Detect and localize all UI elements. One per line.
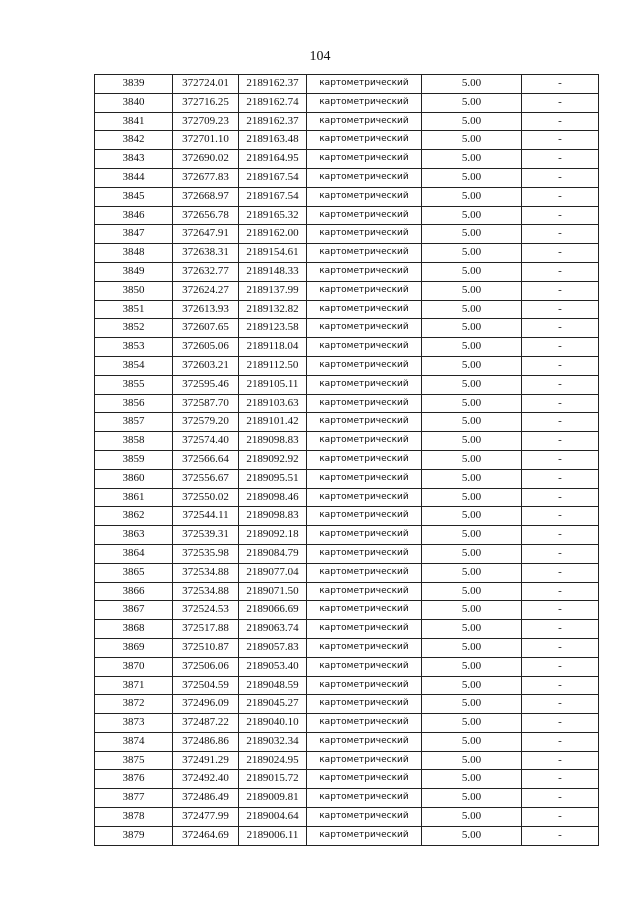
coordinates-table	[94, 74, 599, 846]
table-row	[95, 601, 599, 620]
point-number-cell: 3861	[95, 488, 173, 507]
method-cell: картометрический	[307, 563, 422, 582]
point-number-cell: 3871	[95, 676, 173, 695]
point-number-cell: 3845	[95, 187, 173, 206]
method-cell: картометрический	[307, 319, 422, 338]
point-number-cell: 3876	[95, 770, 173, 789]
table-row	[95, 244, 599, 263]
description-cell: -	[522, 789, 599, 808]
x-coordinate-cell: 372506.06	[173, 657, 239, 676]
point-number-cell: 3841	[95, 112, 173, 131]
precision-cell: 5.00	[422, 281, 522, 300]
x-coordinate-cell: 372556.67	[173, 469, 239, 488]
description-cell: -	[522, 657, 599, 676]
description-cell: -	[522, 488, 599, 507]
point-number-cell: 3863	[95, 526, 173, 545]
method-cell: картометрический	[307, 300, 422, 319]
y-coordinate-cell: 2189105.11	[239, 375, 307, 394]
y-coordinate-cell: 2189154.61	[239, 244, 307, 263]
table-row	[95, 319, 599, 338]
table-row	[95, 526, 599, 545]
x-coordinate-cell: 372595.46	[173, 375, 239, 394]
coordinates-table-body	[95, 75, 599, 846]
table-row	[95, 300, 599, 319]
method-cell: картометрический	[307, 695, 422, 714]
x-coordinate-cell: 372566.64	[173, 450, 239, 469]
y-coordinate-cell: 2189118.04	[239, 338, 307, 357]
method-cell: картометрический	[307, 112, 422, 131]
method-cell: картометрический	[307, 432, 422, 451]
precision-cell: 5.00	[422, 168, 522, 187]
point-number-cell: 3869	[95, 638, 173, 657]
y-coordinate-cell: 2189009.81	[239, 789, 307, 808]
table-row	[95, 262, 599, 281]
point-number-cell: 3850	[95, 281, 173, 300]
description-cell: -	[522, 808, 599, 827]
x-coordinate-cell: 372638.31	[173, 244, 239, 263]
method-cell: картометрический	[307, 225, 422, 244]
point-number-cell: 3864	[95, 544, 173, 563]
precision-cell: 5.00	[422, 375, 522, 394]
x-coordinate-cell: 372534.88	[173, 563, 239, 582]
description-cell: -	[522, 206, 599, 225]
point-number-cell: 3856	[95, 394, 173, 413]
x-coordinate-cell: 372677.83	[173, 168, 239, 187]
x-coordinate-cell: 372477.99	[173, 808, 239, 827]
method-cell: картометрический	[307, 620, 422, 639]
x-coordinate-cell: 372504.59	[173, 676, 239, 695]
precision-cell: 5.00	[422, 582, 522, 601]
y-coordinate-cell: 2189098.83	[239, 432, 307, 451]
point-number-cell: 3875	[95, 751, 173, 770]
point-number-cell: 3874	[95, 732, 173, 751]
x-coordinate-cell: 372632.77	[173, 262, 239, 281]
x-coordinate-cell: 372613.93	[173, 300, 239, 319]
x-coordinate-cell: 372709.23	[173, 112, 239, 131]
point-number-cell: 3855	[95, 375, 173, 394]
description-cell: -	[522, 394, 599, 413]
description-cell: -	[522, 112, 599, 131]
y-coordinate-cell: 2189048.59	[239, 676, 307, 695]
method-cell: картометрический	[307, 469, 422, 488]
description-cell: -	[522, 150, 599, 169]
y-coordinate-cell: 2189167.54	[239, 187, 307, 206]
y-coordinate-cell: 2189040.10	[239, 714, 307, 733]
table-row	[95, 150, 599, 169]
x-coordinate-cell: 372579.20	[173, 413, 239, 432]
x-coordinate-cell: 372724.01	[173, 75, 239, 94]
method-cell: картометрический	[307, 338, 422, 357]
method-cell: картометрический	[307, 507, 422, 526]
description-cell: -	[522, 770, 599, 789]
point-number-cell: 3866	[95, 582, 173, 601]
y-coordinate-cell: 2189092.92	[239, 450, 307, 469]
description-cell: -	[522, 620, 599, 639]
x-coordinate-cell: 372716.25	[173, 93, 239, 112]
method-cell: картометрический	[307, 601, 422, 620]
method-cell: картометрический	[307, 789, 422, 808]
method-cell: картометрический	[307, 488, 422, 507]
point-number-cell: 3839	[95, 75, 173, 94]
x-coordinate-cell: 372534.88	[173, 582, 239, 601]
x-coordinate-cell: 372647.91	[173, 225, 239, 244]
description-cell: -	[522, 450, 599, 469]
x-coordinate-cell: 372587.70	[173, 394, 239, 413]
method-cell: картометрический	[307, 638, 422, 657]
table-row	[95, 394, 599, 413]
y-coordinate-cell: 2189162.37	[239, 75, 307, 94]
precision-cell: 5.00	[422, 808, 522, 827]
precision-cell: 5.00	[422, 432, 522, 451]
y-coordinate-cell: 2189095.51	[239, 469, 307, 488]
point-number-cell: 3846	[95, 206, 173, 225]
y-coordinate-cell: 2189112.50	[239, 356, 307, 375]
description-cell: -	[522, 262, 599, 281]
precision-cell: 5.00	[422, 676, 522, 695]
description-cell: -	[522, 563, 599, 582]
description-cell: -	[522, 714, 599, 733]
method-cell: картометрический	[307, 187, 422, 206]
table-row	[95, 225, 599, 244]
point-number-cell: 3873	[95, 714, 173, 733]
precision-cell: 5.00	[422, 150, 522, 169]
precision-cell: 5.00	[422, 638, 522, 657]
precision-cell: 5.00	[422, 544, 522, 563]
method-cell: картометрический	[307, 356, 422, 375]
description-cell: -	[522, 168, 599, 187]
description-cell: -	[522, 300, 599, 319]
method-cell: картометрический	[307, 826, 422, 845]
y-coordinate-cell: 2189101.42	[239, 413, 307, 432]
table-row	[95, 338, 599, 357]
method-cell: картометрический	[307, 770, 422, 789]
point-number-cell: 3859	[95, 450, 173, 469]
method-cell: картометрический	[307, 375, 422, 394]
y-coordinate-cell: 2189162.00	[239, 225, 307, 244]
precision-cell: 5.00	[422, 394, 522, 413]
method-cell: картометрический	[307, 582, 422, 601]
point-number-cell: 3842	[95, 131, 173, 150]
description-cell: -	[522, 582, 599, 601]
point-number-cell: 3840	[95, 93, 173, 112]
table-row	[95, 563, 599, 582]
description-cell: -	[522, 281, 599, 300]
precision-cell: 5.00	[422, 507, 522, 526]
x-coordinate-cell: 372491.29	[173, 751, 239, 770]
method-cell: картометрический	[307, 413, 422, 432]
y-coordinate-cell: 2189163.48	[239, 131, 307, 150]
precision-cell: 5.00	[422, 319, 522, 338]
y-coordinate-cell: 2189077.04	[239, 563, 307, 582]
table-row	[95, 808, 599, 827]
x-coordinate-cell: 372486.49	[173, 789, 239, 808]
table-row	[95, 93, 599, 112]
precision-cell: 5.00	[422, 413, 522, 432]
method-cell: картометрический	[307, 168, 422, 187]
table-row	[95, 544, 599, 563]
description-cell: -	[522, 732, 599, 751]
description-cell: -	[522, 695, 599, 714]
x-coordinate-cell: 372487.22	[173, 714, 239, 733]
point-number-cell: 3854	[95, 356, 173, 375]
table-row	[95, 770, 599, 789]
y-coordinate-cell: 2189015.72	[239, 770, 307, 789]
y-coordinate-cell: 2189006.11	[239, 826, 307, 845]
precision-cell: 5.00	[422, 93, 522, 112]
description-cell: -	[522, 507, 599, 526]
x-coordinate-cell: 372624.27	[173, 281, 239, 300]
x-coordinate-cell: 372496.09	[173, 695, 239, 714]
table-row	[95, 356, 599, 375]
y-coordinate-cell: 2189162.74	[239, 93, 307, 112]
y-coordinate-cell: 2189053.40	[239, 657, 307, 676]
table-row	[95, 75, 599, 94]
table-row	[95, 281, 599, 300]
description-cell: -	[522, 338, 599, 357]
point-number-cell: 3852	[95, 319, 173, 338]
precision-cell: 5.00	[422, 732, 522, 751]
method-cell: картометрический	[307, 751, 422, 770]
point-number-cell: 3862	[95, 507, 173, 526]
point-number-cell: 3872	[95, 695, 173, 714]
point-number-cell: 3847	[95, 225, 173, 244]
y-coordinate-cell: 2189066.69	[239, 601, 307, 620]
x-coordinate-cell: 372690.02	[173, 150, 239, 169]
y-coordinate-cell: 2189098.46	[239, 488, 307, 507]
y-coordinate-cell: 2189123.58	[239, 319, 307, 338]
y-coordinate-cell: 2189092.18	[239, 526, 307, 545]
y-coordinate-cell: 2189103.63	[239, 394, 307, 413]
precision-cell: 5.00	[422, 789, 522, 808]
table-row	[95, 507, 599, 526]
method-cell: картометрический	[307, 732, 422, 751]
y-coordinate-cell: 2189004.64	[239, 808, 307, 827]
table-row	[95, 657, 599, 676]
y-coordinate-cell: 2189137.99	[239, 281, 307, 300]
y-coordinate-cell: 2189032.34	[239, 732, 307, 751]
table-row	[95, 751, 599, 770]
x-coordinate-cell: 372607.65	[173, 319, 239, 338]
x-coordinate-cell: 372492.40	[173, 770, 239, 789]
y-coordinate-cell: 2189162.37	[239, 112, 307, 131]
y-coordinate-cell: 2189071.50	[239, 582, 307, 601]
description-cell: -	[522, 676, 599, 695]
description-cell: -	[522, 526, 599, 545]
description-cell: -	[522, 638, 599, 657]
x-coordinate-cell: 372510.87	[173, 638, 239, 657]
table-row	[95, 432, 599, 451]
y-coordinate-cell: 2189098.83	[239, 507, 307, 526]
method-cell: картометрический	[307, 262, 422, 281]
precision-cell: 5.00	[422, 826, 522, 845]
table-row	[95, 375, 599, 394]
x-coordinate-cell: 372656.78	[173, 206, 239, 225]
table-row	[95, 732, 599, 751]
precision-cell: 5.00	[422, 187, 522, 206]
point-number-cell: 3879	[95, 826, 173, 845]
x-coordinate-cell: 372701.10	[173, 131, 239, 150]
precision-cell: 5.00	[422, 450, 522, 469]
precision-cell: 5.00	[422, 770, 522, 789]
method-cell: картометрический	[307, 808, 422, 827]
method-cell: картометрический	[307, 281, 422, 300]
y-coordinate-cell: 2189024.95	[239, 751, 307, 770]
x-coordinate-cell: 372550.02	[173, 488, 239, 507]
description-cell: -	[522, 244, 599, 263]
precision-cell: 5.00	[422, 131, 522, 150]
y-coordinate-cell: 2189165.32	[239, 206, 307, 225]
description-cell: -	[522, 826, 599, 845]
x-coordinate-cell: 372574.40	[173, 432, 239, 451]
x-coordinate-cell: 372517.88	[173, 620, 239, 639]
y-coordinate-cell: 2189045.27	[239, 695, 307, 714]
method-cell: картометрический	[307, 657, 422, 676]
precision-cell: 5.00	[422, 526, 522, 545]
point-number-cell: 3844	[95, 168, 173, 187]
point-number-cell: 3865	[95, 563, 173, 582]
method-cell: картометрический	[307, 394, 422, 413]
point-number-cell: 3867	[95, 601, 173, 620]
y-coordinate-cell: 2189167.54	[239, 168, 307, 187]
method-cell: картометрический	[307, 75, 422, 94]
description-cell: -	[522, 225, 599, 244]
method-cell: картометрический	[307, 244, 422, 263]
method-cell: картометрический	[307, 714, 422, 733]
method-cell: картометрический	[307, 450, 422, 469]
y-coordinate-cell: 2189164.95	[239, 150, 307, 169]
coordinates-table-container	[94, 74, 592, 846]
description-cell: -	[522, 75, 599, 94]
point-number-cell: 3853	[95, 338, 173, 357]
table-row	[95, 676, 599, 695]
y-coordinate-cell: 2189063.74	[239, 620, 307, 639]
precision-cell: 5.00	[422, 695, 522, 714]
precision-cell: 5.00	[422, 300, 522, 319]
description-cell: -	[522, 375, 599, 394]
description-cell: -	[522, 751, 599, 770]
method-cell: картометрический	[307, 150, 422, 169]
table-row	[95, 620, 599, 639]
table-row	[95, 582, 599, 601]
point-number-cell: 3848	[95, 244, 173, 263]
point-number-cell: 3870	[95, 657, 173, 676]
precision-cell: 5.00	[422, 244, 522, 263]
description-cell: -	[522, 469, 599, 488]
point-number-cell: 3877	[95, 789, 173, 808]
method-cell: картометрический	[307, 131, 422, 150]
table-row	[95, 131, 599, 150]
x-coordinate-cell: 372524.53	[173, 601, 239, 620]
table-row	[95, 450, 599, 469]
point-number-cell: 3878	[95, 808, 173, 827]
precision-cell: 5.00	[422, 262, 522, 281]
point-number-cell: 3849	[95, 262, 173, 281]
table-row	[95, 826, 599, 845]
x-coordinate-cell: 372464.69	[173, 826, 239, 845]
point-number-cell: 3843	[95, 150, 173, 169]
precision-cell: 5.00	[422, 75, 522, 94]
table-row	[95, 789, 599, 808]
table-row	[95, 413, 599, 432]
y-coordinate-cell: 2189148.33	[239, 262, 307, 281]
precision-cell: 5.00	[422, 751, 522, 770]
precision-cell: 5.00	[422, 112, 522, 131]
point-number-cell: 3858	[95, 432, 173, 451]
precision-cell: 5.00	[422, 620, 522, 639]
table-row	[95, 168, 599, 187]
x-coordinate-cell: 372535.98	[173, 544, 239, 563]
point-number-cell: 3851	[95, 300, 173, 319]
table-row	[95, 714, 599, 733]
description-cell: -	[522, 413, 599, 432]
precision-cell: 5.00	[422, 714, 522, 733]
method-cell: картометрический	[307, 206, 422, 225]
table-row	[95, 187, 599, 206]
point-number-cell: 3857	[95, 413, 173, 432]
page-number: 104	[309, 49, 331, 64]
table-row	[95, 206, 599, 225]
precision-cell: 5.00	[422, 225, 522, 244]
y-coordinate-cell: 2189084.79	[239, 544, 307, 563]
description-cell: -	[522, 544, 599, 563]
x-coordinate-cell: 372544.11	[173, 507, 239, 526]
description-cell: -	[522, 432, 599, 451]
description-cell: -	[522, 131, 599, 150]
precision-cell: 5.00	[422, 601, 522, 620]
y-coordinate-cell: 2189132.82	[239, 300, 307, 319]
description-cell: -	[522, 601, 599, 620]
table-row	[95, 488, 599, 507]
description-cell: -	[522, 93, 599, 112]
x-coordinate-cell: 372539.31	[173, 526, 239, 545]
table-row	[95, 112, 599, 131]
precision-cell: 5.00	[422, 356, 522, 375]
table-row	[95, 469, 599, 488]
point-number-cell: 3860	[95, 469, 173, 488]
precision-cell: 5.00	[422, 206, 522, 225]
description-cell: -	[522, 187, 599, 206]
precision-cell: 5.00	[422, 338, 522, 357]
description-cell: -	[522, 319, 599, 338]
x-coordinate-cell: 372668.97	[173, 187, 239, 206]
description-cell: -	[522, 356, 599, 375]
precision-cell: 5.00	[422, 563, 522, 582]
x-coordinate-cell: 372486.86	[173, 732, 239, 751]
table-row	[95, 695, 599, 714]
y-coordinate-cell: 2189057.83	[239, 638, 307, 657]
method-cell: картометрический	[307, 676, 422, 695]
method-cell: картометрический	[307, 93, 422, 112]
method-cell: картометрический	[307, 526, 422, 545]
precision-cell: 5.00	[422, 469, 522, 488]
point-number-cell: 3868	[95, 620, 173, 639]
x-coordinate-cell: 372605.06	[173, 338, 239, 357]
precision-cell: 5.00	[422, 657, 522, 676]
method-cell: картометрический	[307, 544, 422, 563]
x-coordinate-cell: 372603.21	[173, 356, 239, 375]
table-row	[95, 638, 599, 657]
precision-cell: 5.00	[422, 488, 522, 507]
